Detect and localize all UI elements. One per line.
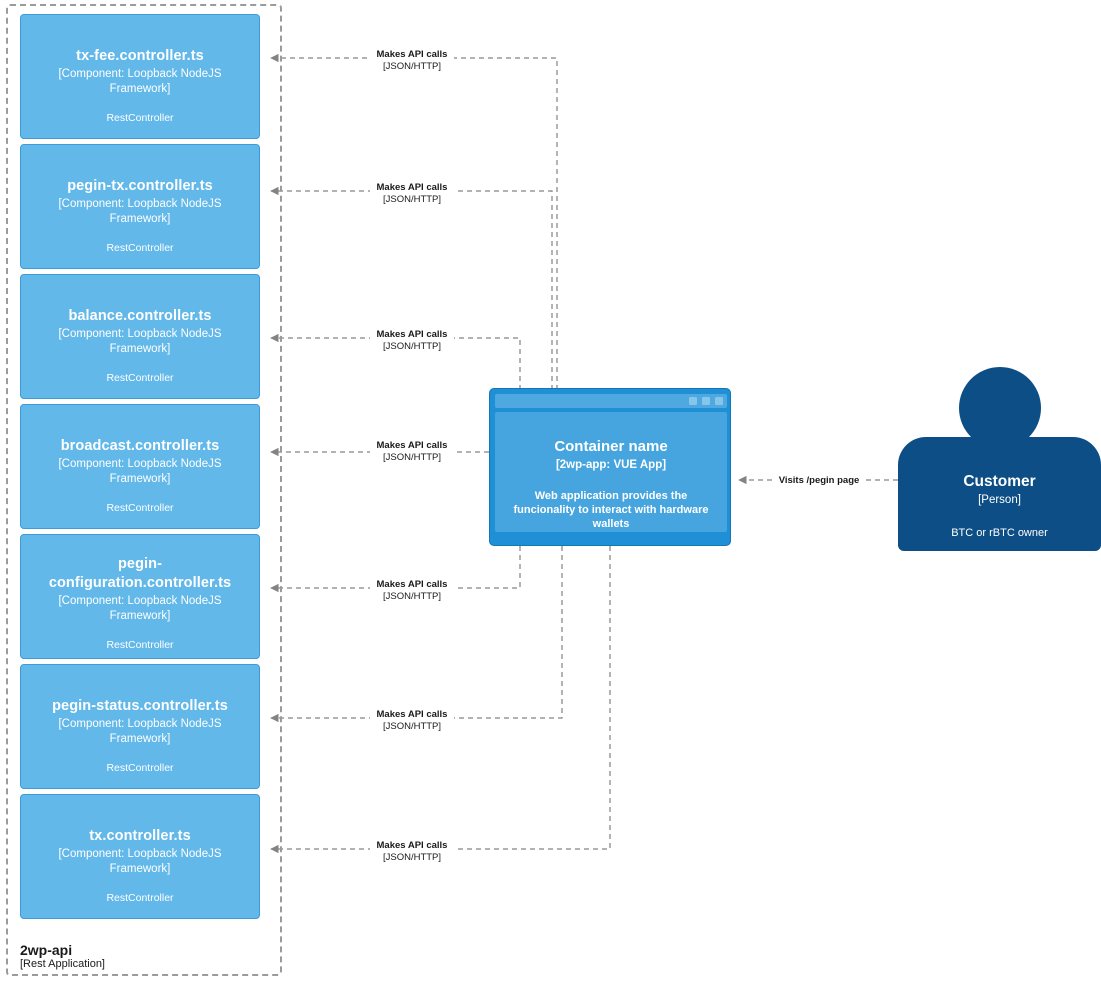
customer-relationship-label-text: Visits /pegin page (778, 475, 860, 486)
component-pegin-configuration-controller[interactable] (20, 534, 260, 659)
relationship-label-tech: [JSON/HTTP] (382, 452, 442, 463)
window-dot-icon (715, 397, 723, 405)
relationship-label-tech: [JSON/HTTP] (382, 61, 442, 72)
component-description: RestController (106, 639, 174, 651)
relationship-label (370, 709, 454, 733)
component-title: pegin-configuration.controller.ts (48, 556, 232, 591)
component-title: balance.controller.ts (68, 308, 212, 324)
component-title: tx-fee.controller.ts (76, 48, 204, 64)
container-title: Container name (554, 438, 668, 455)
browser-chrome-bar (495, 394, 727, 408)
relationship-label-tech: [JSON/HTTP] (382, 852, 442, 863)
component-description: RestController (106, 242, 174, 254)
component-technology: [Component: Loopback NodeJS Framework] (58, 328, 222, 355)
component-technology: [Component: Loopback NodeJS Framework] (58, 718, 222, 745)
container-description: Web application provides the funcionality to interact with hardware wallets (513, 490, 709, 530)
component-pegin-tx-controller[interactable] (20, 144, 260, 269)
component-title: pegin-tx.controller.ts (67, 178, 213, 194)
window-dot-icon (702, 397, 710, 405)
relationship-label (370, 440, 454, 464)
component-description: RestController (106, 892, 174, 904)
component-technology: [Component: Loopback NodeJS Framework] (58, 198, 222, 225)
relationship-label-tech: [JSON/HTTP] (382, 341, 442, 352)
component-title: broadcast.controller.ts (60, 438, 220, 454)
relationship-label (370, 329, 454, 353)
container-body (495, 412, 727, 532)
boundary-type: [Rest Application] (20, 958, 105, 970)
boundary-name: 2wp-api (20, 942, 73, 958)
component-description: RestController (106, 372, 174, 384)
window-dot-icon (689, 397, 697, 405)
component-title: pegin-status.controller.ts (52, 698, 228, 714)
relationship-label-text: Makes API calls (376, 709, 448, 720)
person-description: BTC or rBTC owner (951, 527, 1048, 539)
relationship-label (370, 182, 454, 206)
component-description: RestController (106, 112, 174, 124)
component-tx-fee-controller[interactable] (20, 14, 260, 139)
component-pegin-status-controller[interactable] (20, 664, 260, 789)
relationship-label (370, 840, 454, 864)
relationship-label-tech: [JSON/HTTP] (382, 591, 442, 602)
component-description: RestController (106, 762, 174, 774)
component-tx-controller[interactable] (20, 794, 260, 919)
container-2wp-app[interactable] (489, 388, 731, 546)
person-customer[interactable] (898, 367, 1101, 551)
person-body (898, 437, 1101, 551)
component-technology: [Component: Loopback NodeJS Framework] (58, 848, 222, 875)
customer-relationship-label (773, 475, 865, 487)
person-type: [Person] (978, 494, 1021, 506)
component-title: tx.controller.ts (89, 828, 191, 844)
component-technology: [Component: Loopback NodeJS Framework] (58, 595, 222, 622)
relationship-label-tech: [JSON/HTTP] (382, 721, 442, 732)
container-technology: [2wp-app: VUE App] (555, 459, 667, 471)
relationship-label-tech: [JSON/HTTP] (382, 194, 442, 205)
component-technology: [Component: Loopback NodeJS Framework] (58, 458, 222, 485)
component-description: RestController (106, 502, 174, 514)
relationship-label-text: Makes API calls (376, 182, 448, 193)
person-name: Customer (963, 473, 1036, 490)
relationship-label (370, 49, 454, 73)
relationship-label-text: Makes API calls (376, 440, 448, 451)
relationship-label-text: Makes API calls (376, 579, 448, 590)
relationship-label-text: Makes API calls (376, 329, 448, 340)
relationship-label-text: Makes API calls (376, 49, 448, 60)
component-broadcast-controller[interactable] (20, 404, 260, 529)
relationship-label-text: Makes API calls (376, 840, 448, 851)
component-balance-controller[interactable] (20, 274, 260, 399)
relationship-label (370, 579, 454, 603)
component-technology: [Component: Loopback NodeJS Framework] (58, 68, 222, 95)
